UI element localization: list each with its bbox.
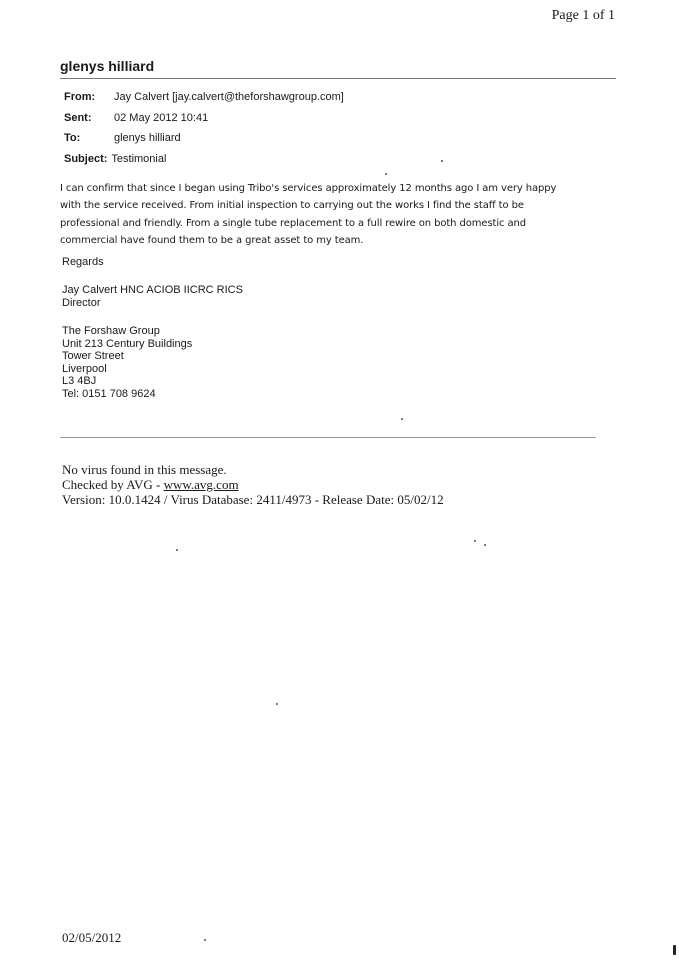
virus-scan-footer	[62, 462, 444, 507]
checked-by-line	[62, 477, 444, 492]
footer-divider	[60, 437, 596, 438]
header-from-label: From:	[64, 91, 96, 103]
header-sent-row	[64, 112, 344, 133]
header-divider	[60, 78, 616, 79]
header-sent-label: Sent:	[64, 111, 92, 124]
email-headers	[64, 91, 344, 173]
scan-speck	[204, 939, 206, 941]
body-line: professional and friendly. From a single tube replacement to a full rewire on both domestic and	[60, 217, 527, 229]
header-subject-row	[64, 153, 344, 174]
regards-line: Regards	[62, 256, 104, 268]
signature-name: Jay Calvert HNC ACIOB IICRC RICS	[62, 284, 243, 296]
virus-status-line: No virus found in this message.	[62, 462, 227, 477]
sender-heading: glenys hilliard	[60, 58, 155, 74]
avg-link[interactable]: www.avg.com	[163, 477, 239, 492]
scan-speck	[401, 418, 403, 420]
page-number: Page 1 of 1	[551, 8, 615, 23]
print-date: 02/05/2012	[62, 930, 122, 945]
signature-block	[62, 284, 243, 309]
signature-title: Director	[62, 296, 101, 309]
header-subject-label: Subject:	[64, 152, 108, 165]
scan-speck	[385, 173, 387, 175]
scan-speck	[441, 160, 443, 162]
address-line: L3 4BJ	[62, 375, 97, 388]
body-line: commercial have found them to be a great asset to my team.	[60, 234, 364, 246]
scan-speck	[276, 703, 278, 705]
checked-by-label: Checked by AVG -	[62, 477, 164, 492]
header-to-value: glenys hilliard	[114, 132, 181, 144]
scan-speck	[176, 549, 178, 551]
header-from-row	[64, 91, 344, 112]
header-to-row	[64, 132, 344, 153]
header-subject-value: Testimonial	[111, 152, 167, 165]
address-line: Unit 213 Century Buildings	[62, 337, 193, 350]
header-to-label: To:	[64, 132, 81, 144]
address-line: Liverpool	[62, 362, 107, 375]
version-line: Version: 10.0.1424 / Virus Database: 2411/4973 - Release Date: 05/02/12	[62, 492, 444, 507]
scan-speck	[673, 945, 676, 955]
address-line: Tower Street	[62, 350, 124, 363]
header-from-value: Jay Calvert [jay.calvert@theforshawgroup.com]	[114, 91, 344, 103]
address-line: The Forshaw Group	[62, 325, 160, 337]
address-line: Tel: 0151 708 9624	[62, 387, 156, 400]
company-address	[62, 325, 192, 401]
scan-speck	[484, 544, 486, 546]
email-body	[60, 180, 580, 249]
header-sent-value: 02 May 2012 10:41	[114, 111, 209, 124]
body-line: I can confirm that since I began using Tribo's services approximately 12 months ago I am very happy	[60, 183, 557, 194]
scan-speck	[474, 540, 476, 542]
body-line: with the service received. From initial inspection to carrying out the works I find the staff to be	[60, 200, 524, 212]
